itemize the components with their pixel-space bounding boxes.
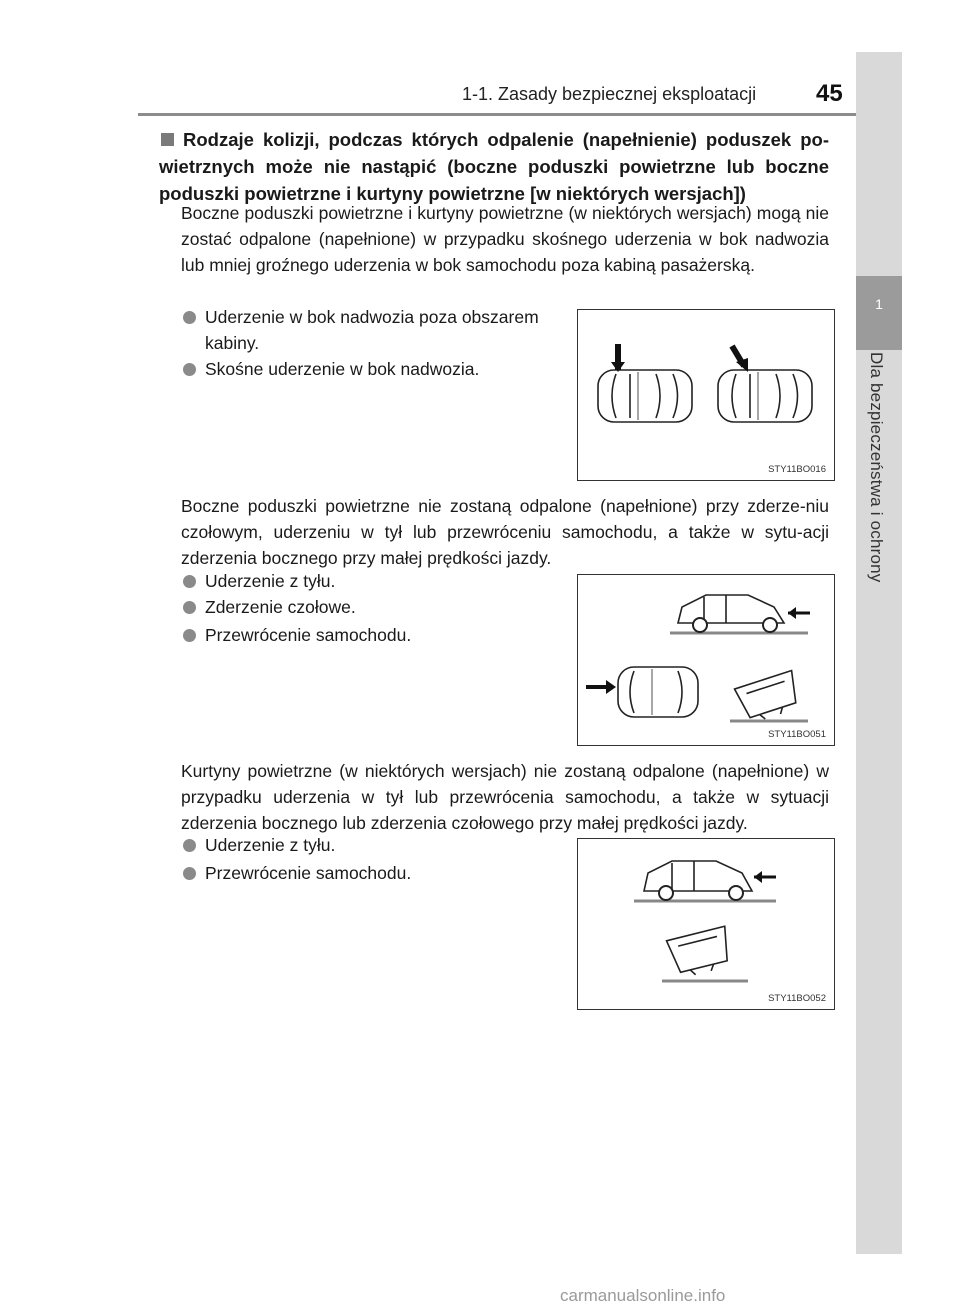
list-item [183, 832, 563, 858]
list-item [183, 304, 563, 356]
bullet-icon [183, 867, 196, 880]
side-chapter-tab-active [856, 276, 902, 350]
list-item-text: Skośne uderzenie w bok nadwozia. [205, 359, 480, 379]
list-item [183, 622, 563, 648]
figure-code: STY11BO016 [768, 464, 826, 475]
list-item [183, 860, 563, 886]
footer-watermark[interactable]: carmanualsonline.info [560, 1286, 726, 1305]
list-item [183, 594, 563, 620]
figure-code: STY11BO051 [768, 729, 826, 740]
chapter-label: Dla bezpieczeństwa i ochrony [867, 352, 886, 583]
list-item-text: Uderzenie w bok nadwozia poza obszarem kabiny. [205, 307, 539, 353]
intro-paragraph: Boczne poduszki powietrzne i kurtyny powietrzne (w niektórych wersjach) mogą nie zostać odpalone (napełnione) w przypadku skośnego uderzenia w bok nadwozia lub mniej groźnego uderzenia w bok samochodu poza kabiną pasażerską. [181, 203, 829, 275]
rear-front-rollover-illustration [578, 575, 834, 745]
list-item-text: Uderzenie z tyłu. [205, 835, 336, 855]
section-heading [159, 126, 829, 207]
figure-side-impact [577, 309, 835, 481]
bullet-icon [183, 839, 196, 852]
running-header-title: 1-1. Zasady bezpiecznej eksploatacji [462, 84, 757, 104]
bullet-icon [183, 575, 196, 588]
paragraph-curtain-airbags: Kurtyny powietrzne (w niektórych wersjach) nie zostaną odpalone (napełnione) w przypadku uderzenia w tył lub przewrócenia samochodu, a także w sytuacji zderzenia bocznego lub zderzenia czołowego przy małej prędkości jazdy. [181, 761, 829, 833]
list-item-text: Uderzenie z tyłu. [205, 571, 336, 591]
list-item-text: Zderzenie czołowe. [205, 597, 356, 617]
figure-code: STY11BO052 [768, 993, 826, 1004]
section-heading-text: Rodzaje kolizji, podczas których odpalenie (napełnienie) poduszek po-wietrznych może nie nastąpić (boczne poduszki powietrzne lub boczne poduszki powietrzne i kurtyny powietrzne [w niektórych wersjach]) [159, 129, 829, 204]
list-item-text: Przewrócenie samochodu. [205, 863, 412, 883]
header-divider [138, 113, 860, 116]
page-number: 45 [816, 80, 843, 107]
bullet-icon [183, 601, 196, 614]
bullet-icon [183, 363, 196, 376]
figure-rear-rollover [577, 838, 835, 1010]
list-item [183, 568, 563, 594]
bullet-icon [183, 629, 196, 642]
list-item-text: Przewrócenie samochodu. [205, 625, 412, 645]
bullet-icon [183, 311, 196, 324]
list-item [183, 356, 563, 382]
side-chapter-tab [856, 52, 902, 1254]
rear-rollover-illustration [578, 839, 834, 1009]
side-impact-illustration [578, 310, 834, 480]
chapter-number: 1 [875, 296, 883, 312]
figure-rear-front-rollover [577, 574, 835, 746]
paragraph-side-airbags: Boczne poduszki powietrzne nie zostaną odpalone (napełnione) przy zderze-niu czołowym, uderzeniu w tył lub przewróceniu samochodu, a także w sytu-acji zderzenia bocznego przy małej prędkości jazdy. [181, 496, 829, 568]
